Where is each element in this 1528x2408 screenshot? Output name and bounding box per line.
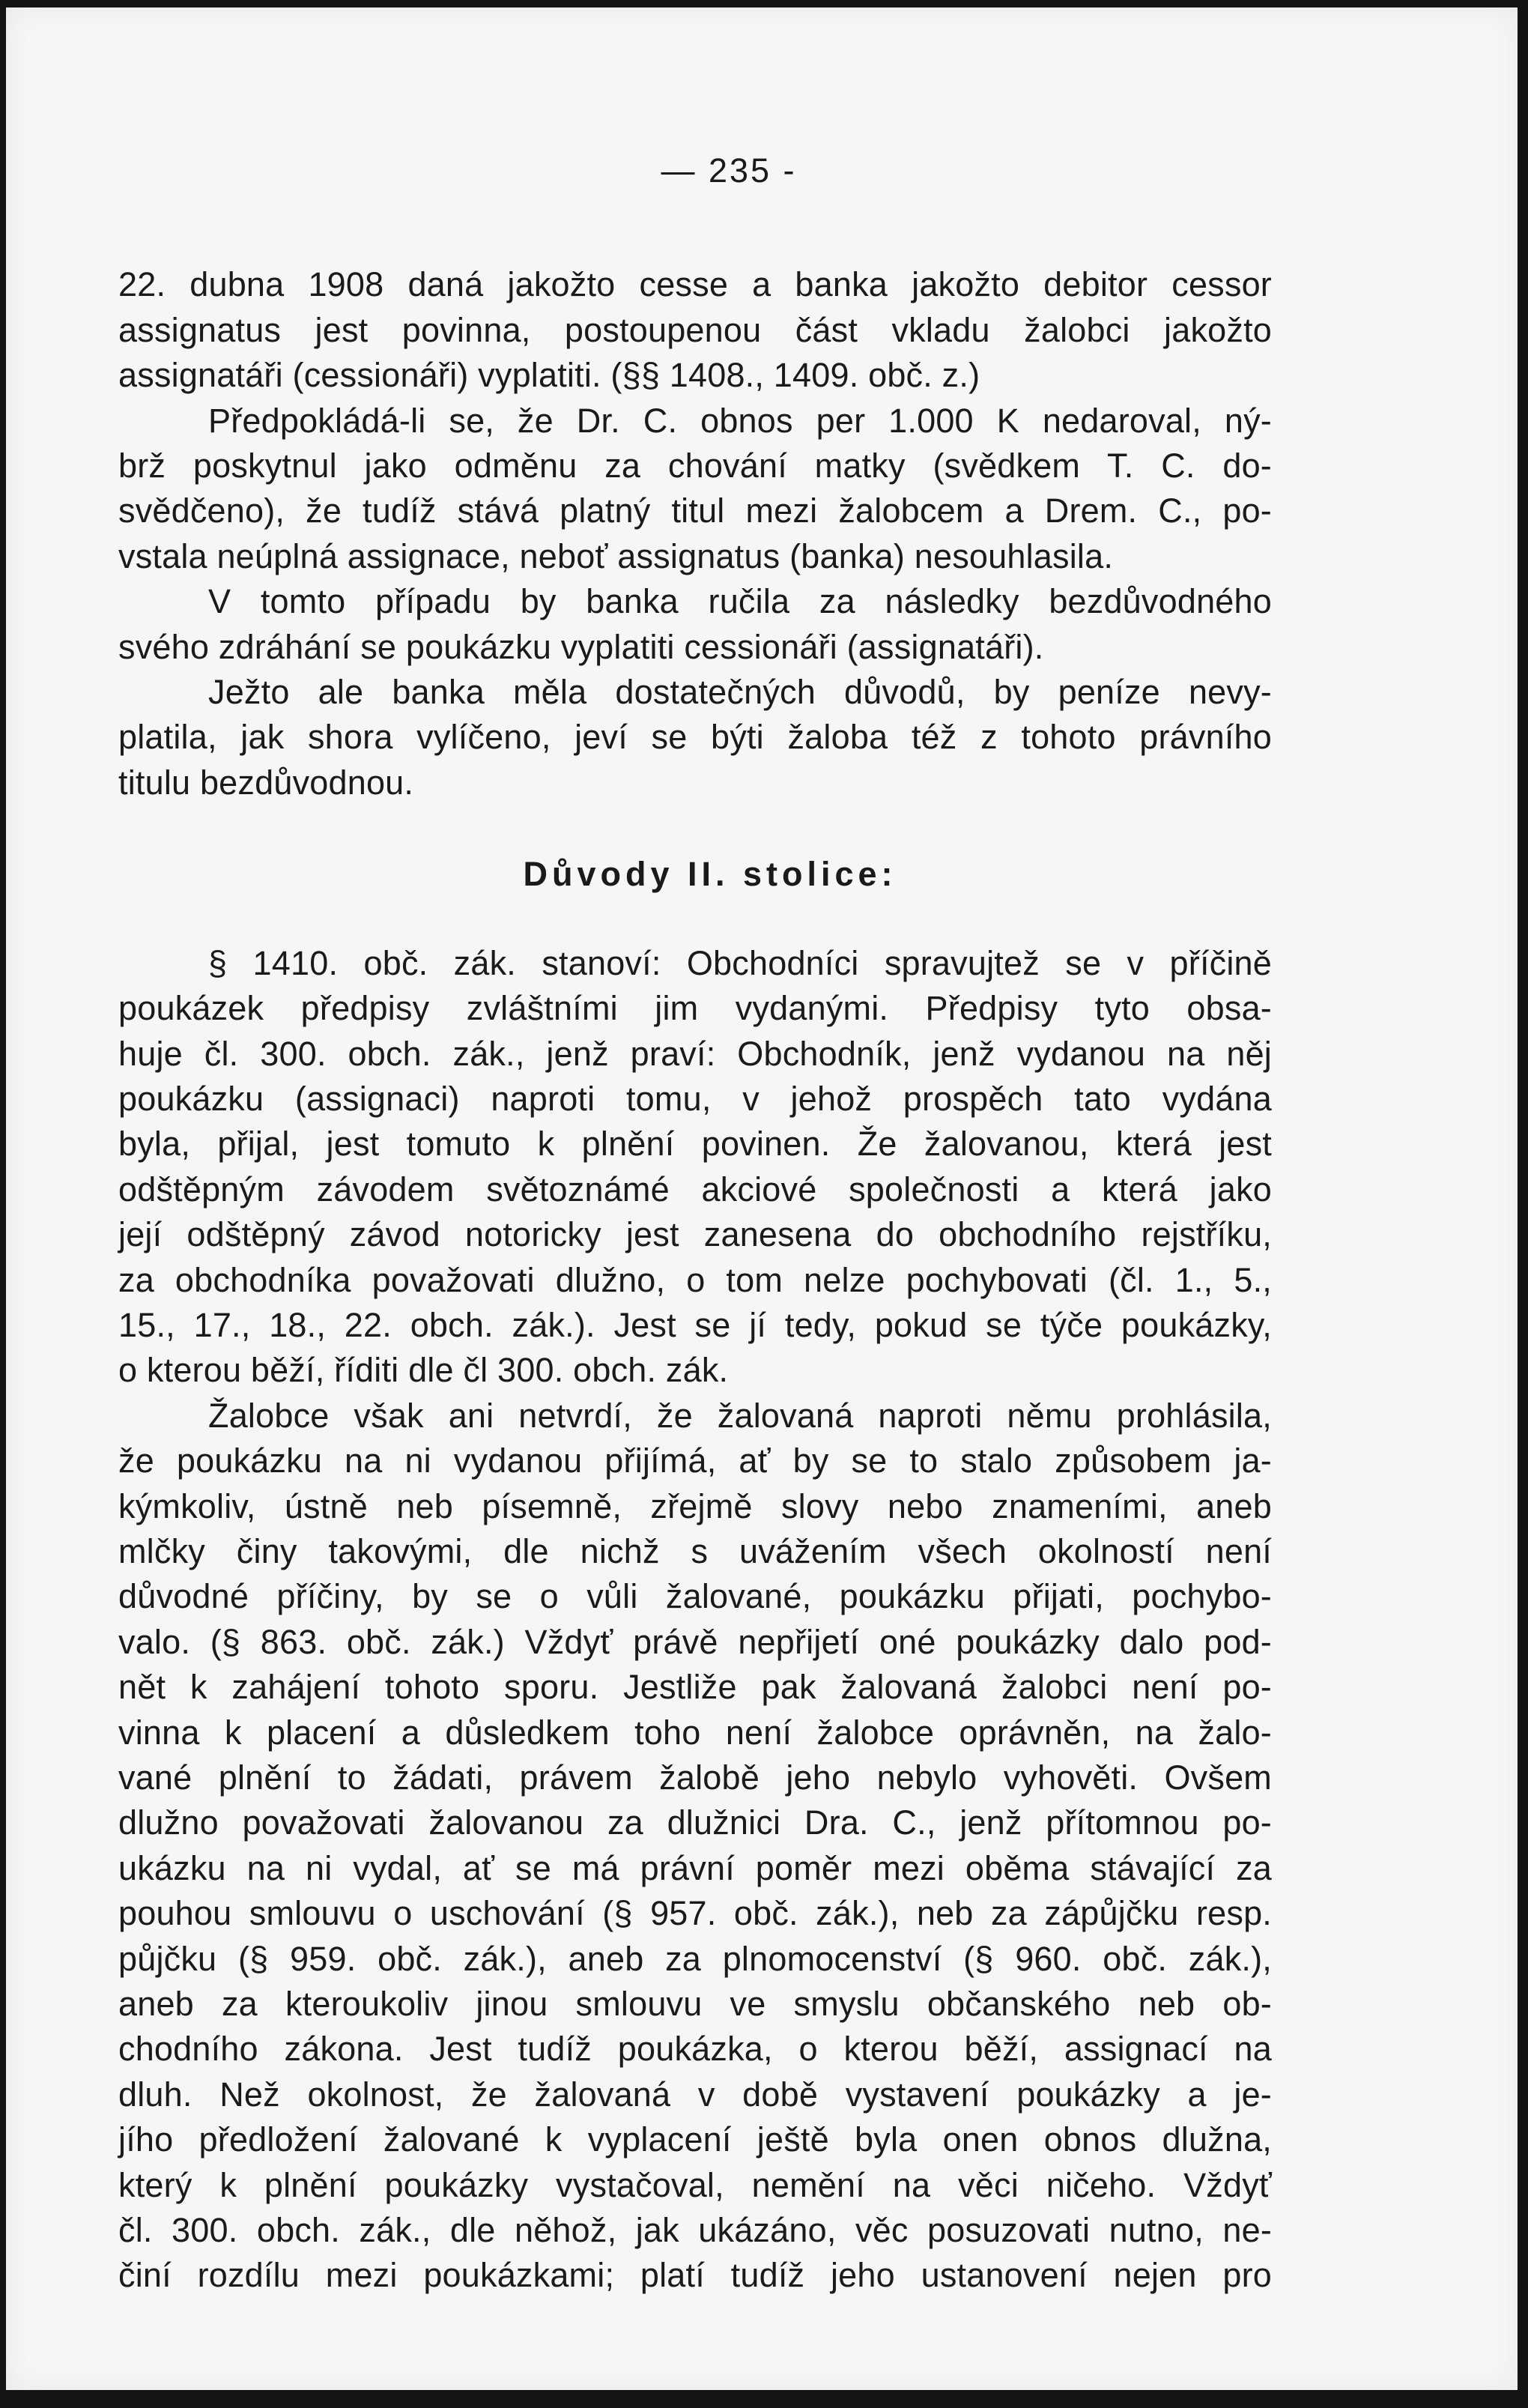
text-line: poukázek předpisy zvláštními jim vydanými. Předpisy tyto obsa-: [118, 989, 1272, 1028]
text-line: assignatus jest povinna, postoupenou část vkladu žalobci jakožto: [118, 310, 1272, 349]
text-line: že poukázku na ni vydanou přijímá, ať by se to stalo způsobem ja-: [118, 1442, 1272, 1480]
text-line: za obchodníka považovati dlužno, o tom nelze pochybovati (čl. 1., 5.,: [118, 1260, 1272, 1299]
text-line: její odštěpný závod notoricky jest zanesena do obchodního rejstříku,: [118, 1215, 1272, 1254]
text-line: assignatáři (cessionáři) vyplatiti. (§§ 1408., 1409. obč. z.): [118, 356, 980, 395]
text-line: mlčky činy takovými, dle nichž s uvážením všech okolností není: [118, 1531, 1272, 1570]
page-content: [118, 148, 1272, 2299]
text-line: odštěpným závodem světoznámé akciové společnosti a která jako: [118, 1170, 1272, 1208]
text-line: byla, přijal, jest tomuto k plnění povinen. Že žalovanou, která jest: [118, 1125, 1272, 1164]
text-line: svědčeno), že tudíž stává platný titul mezi žalobcem a Drem. C., po-: [118, 491, 1272, 530]
paragraph-6: [118, 1394, 1272, 2299]
paragraph-4: [118, 670, 1272, 805]
text-line: který k plnění poukázky vystačoval, nemění na věci ničeho. Vždyť: [118, 2165, 1272, 2204]
text-line: poukázku (assignaci) naproti tomu, v jehož prospěch tato vydána: [118, 1079, 1272, 1118]
paragraph-1: [118, 262, 1272, 398]
text-line: § 1410. obč. zák. stanoví: Obchodníci spravujtež se v příčině: [208, 943, 1272, 982]
text-line: vinna k placení a důsledkem toho není žalobce oprávněn, na žalo-: [118, 1713, 1272, 1752]
text-line: vané plnění to žádati, právem žalobě jeho nebylo vyhověti. Ovšem: [118, 1758, 1272, 1797]
text-line: titulu bezdůvodnou.: [118, 763, 414, 802]
text-line: kýmkoliv, ústně neb písemně, zřejmě slovy nebo znameními, aneb: [118, 1486, 1272, 1525]
paragraph-5: [118, 941, 1272, 1394]
page-number: — 235 -: [661, 151, 797, 190]
text-line: platila, jak shora vylíčeno, jeví se býti žaloba též z tohoto právního: [118, 718, 1272, 757]
text-line: V tomto případu by banka ručila za následky bezdůvodného: [208, 582, 1272, 621]
text-line: aneb za kteroukoliv jinou smlouvu ve smyslu občanského neb ob-: [118, 1985, 1272, 2024]
text-line: činí rozdílu mezi poukázkami; platí tudíž jeho ustanovení nejen pro: [118, 2256, 1272, 2295]
scanned-page: [6, 7, 1518, 2390]
text-line: dlužno považovati žalovanou za dlužnici Dra. C., jenž přítomnou po-: [118, 1803, 1272, 1842]
text-line: důvodné příčiny, by se o vůli žalované, poukázku přijati, pochybo-: [118, 1577, 1272, 1616]
text-line: 22. dubna 1908 daná jakožto cesse a banka jakožto debitor cessor: [118, 265, 1272, 304]
text-line: o kterou běží, říditi dle čl 300. obch. zák.: [118, 1351, 729, 1390]
text-line: valo. (§ 863. obč. zák.) Vždyť právě nepřijetí oné poukázky dalo pod-: [118, 1622, 1272, 1661]
paragraph-2: [118, 399, 1272, 580]
paragraph-3: [118, 579, 1272, 670]
text-line: 15., 17., 18., 22. obch. zák.). Jest se jí tedy, pokud se týče poukázky,: [118, 1305, 1272, 1344]
text-line: huje čl. 300. obch. zák., jenž praví: Obchodník, jenž vydanou na něj: [118, 1034, 1272, 1073]
text-line: dluh. Než okolnost, že žalovaná v době vystavení poukázky a je-: [118, 2075, 1272, 2114]
text-line: Ježto ale banka měla dostatečných důvodů, by peníze nevy-: [208, 673, 1272, 712]
text-line: brž poskytnul jako odměnu za chování matky (svědkem T. C. do-: [118, 447, 1272, 485]
text-line: pouhou smlouvu o uschování (§ 957. obč. zák.), neb za zápůjčku resp.: [118, 1894, 1272, 1933]
text-line: Předpokládá-li se, že Dr. C. obnos per 1.000 K nedaroval, ný-: [208, 401, 1272, 440]
text-line: vstala neúplná assignace, neboť assignatus (banka) nesouhlasila.: [118, 536, 1114, 575]
text-line: čl. 300. obch. zák., dle něhož, jak ukázáno, věc posuzovati nutno, ne-: [118, 2211, 1272, 2250]
text-line: půjčku (§ 959. obč. zák.), aneb za plnomocenství (§ 960. obč. zák.),: [118, 1939, 1272, 1978]
text-line: chodního zákona. Jest tudíž poukázka, o kterou běží, assignací na: [118, 2030, 1272, 2069]
text-line: svého zdráhání se poukázku vyplatiti cessionáři (assignatáři).: [118, 627, 1044, 666]
text-line: Žalobce však ani netvrdí, že žalovaná naproti němu prohlásila,: [208, 1396, 1272, 1435]
text-line: jího předložení žalované k vyplacení ještě byla onen obnos dlužna,: [118, 2120, 1272, 2159]
text-line: ukázku na ni vydal, ať se má právní poměr mezi oběma stávající za: [118, 1848, 1272, 1887]
section-heading: Důvody II. stolice:: [523, 855, 897, 894]
text-line: nět k zahájení tohoto sporu. Jestliže pak žalovaná žalobci není po-: [118, 1668, 1272, 1707]
